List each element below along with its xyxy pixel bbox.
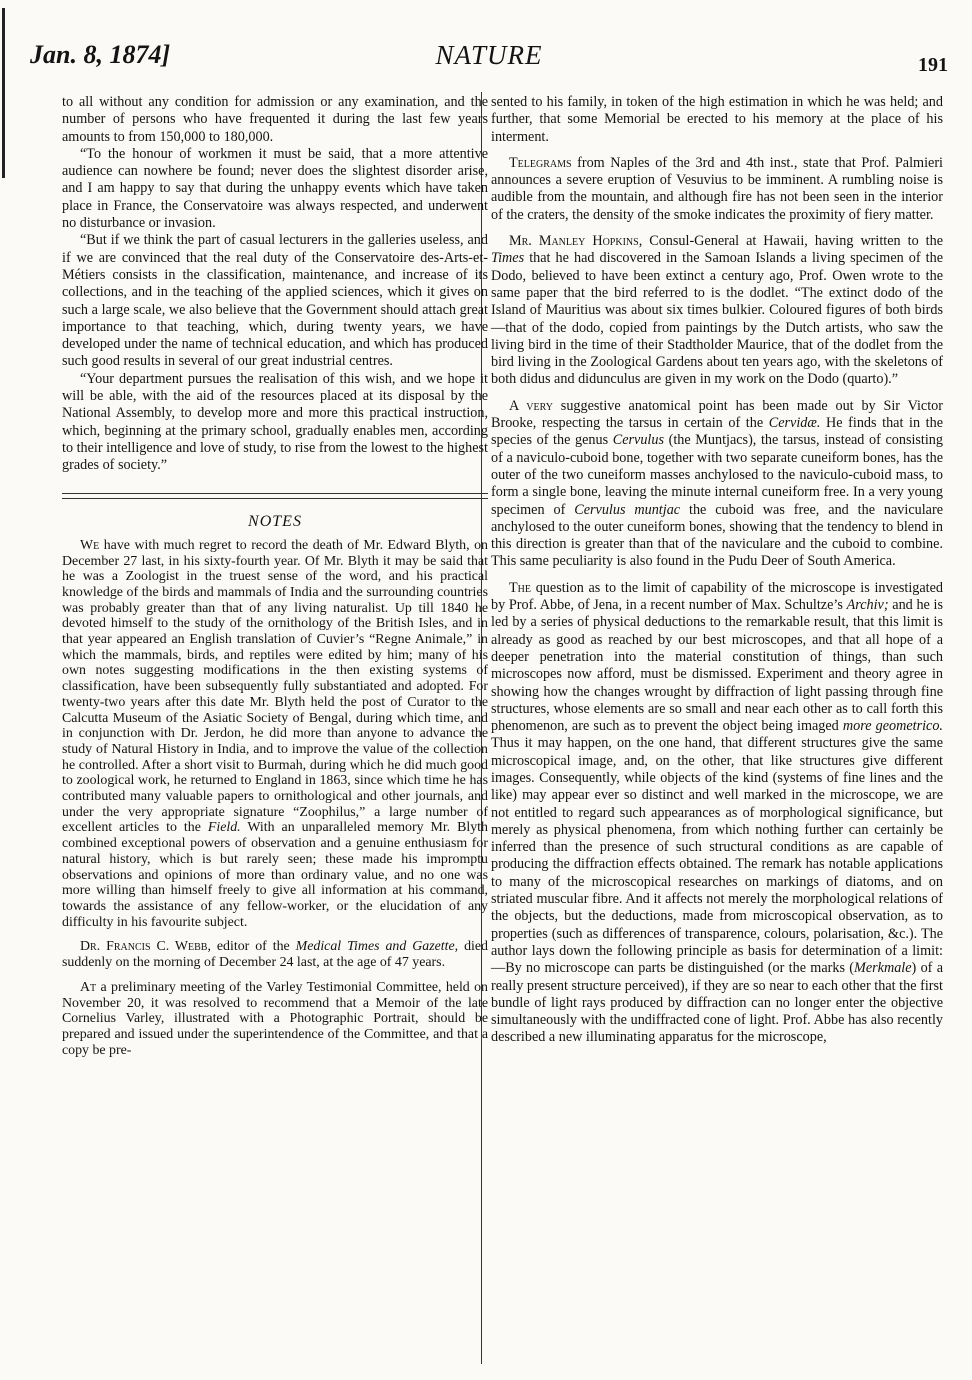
note-lead-word: The xyxy=(509,579,531,596)
note-text: and he is led by a series of physical deductions to the remarkable result, that this limit is already as good as reached by our best microscopes, and that all hope of a deeper penetration into the material constitution of things, than such microscopes now afford, must be dismissed. Experiment and theory agree in showing how the changes wrought by diffraction of light passing through fine structures, whose elements are so small and near each other as to call forth this phenomenon, are such as to prevent the object being imaged xyxy=(491,597,943,735)
page-number: 191 xyxy=(918,54,948,76)
note-text: that he had discovered in the Samoan Islands a living specimen of the Dodo, believed to have been extinct a century ago, Prof. Owen wrote to the same paper that the bird referred to is the dodlet. “The extinct dodo of the Island of Mauritius was about six times bulkier. Coloured figures of both birds—that of the dodo, copied from paintings by the Dutch artists, who saw the living bird in the time of their Stadtholder Maurice, that of the dodlet from the bird living in the Zoological Gardens about ten years ago, with the skeletons of both didus and didunculus are given in my work on the Dodo (quarto).” xyxy=(491,250,943,388)
note-text: have with much regret to record the death of Mr. Edward Blyth, on December 27 last, in his sixty-fourth year. Of Mr. Blyth it may be said that he was a Zoologist in the truest sense of the word, and his practical knowledge of the birds and mammals of India and the surrounding countries was probably greater than that of any living naturalist. Up till 1840 he devoted himself to the study of the ornithology of the British Isles, and in that year appeared an English translation of Cuvier’s “Regne Animale,” in which the mammals, birds, and reptiles were edited by him; many of his own notes suggesting modifications in the then existing systems of classification, have been subsequently fully substantiated and adopted. For twenty-two years after this date Mr. Blyth held the post of Curator to the Calcutta Museum of the Asiatic Society of Bengal, during which time, and in conjunction with Dr. Jerdon, he did more than anyone to advance the study of Natural History in India, and to improve the value of the collection he controlled. After a short visit to Burmah, during which he did much good to zoological work, he returned to England in 1863, since which time he has contributed many valuable papers to ornithological and other journals, and under the very appropriate signature “Zoophilus,” a large number of excellent articles to the xyxy=(62,537,488,836)
note-text: Consul-General at Hawaii, having written to the xyxy=(642,233,943,250)
note-webb xyxy=(62,939,488,970)
notes-heading: NOTES xyxy=(248,512,302,530)
right-column xyxy=(491,94,943,1047)
journal-name: Medical Times and Gazette, xyxy=(295,939,459,955)
letter-paragraph: to all without any condition for admission or any examination, and the number of persons who have frequented it during the last few years amounts to from 150,000 to 180,000. xyxy=(62,94,488,145)
taxon-name: Cervulus muntjac xyxy=(574,501,681,518)
taxon-name: Cervidæ. xyxy=(768,415,821,432)
left-column xyxy=(62,94,488,1058)
note-text: the cuboid was free, and the naviculare anchylosed to the outer cuneiform bones, showing that the tendency to blend in this direction is greater than that of the naviculare and the cuboid to combine. This same peculiarity is also found in the Pudu Deer of South America. xyxy=(491,501,943,570)
note-lead-word: Dr. Francis C. Webb, xyxy=(80,939,211,955)
note-varley-continued: sented to his family, in token of the high estimation in which he was held; and further, that some Memorial be erected to his memory at the place of his interment. xyxy=(491,94,943,145)
issue-date: Jan. 8, 1874] xyxy=(30,40,171,69)
latin-phrase: more geometrico. xyxy=(842,718,943,735)
note-lead-word: A very xyxy=(509,397,553,414)
note-varley xyxy=(62,980,488,1059)
note-lead-word: We xyxy=(80,537,100,553)
journal-name: Archiv; xyxy=(846,597,889,614)
note-text: from Naples of the 3rd and 4th inst., state that Prof. Palmieri announces a severe eruption of Vesuvius to be imminent. A rumbling noise is audible from the mountain, and although fire has not been seen in the interior of the craters, the density of the smoke indicates the proximity of fiery matter. xyxy=(491,154,943,223)
note-lead-word: At xyxy=(80,979,97,995)
note-text: Thus it may happen, on the one hand, that different structures give the same microscopical image, and, on the other, that like structures give different images. Consequently, while objects of the kind (systems of fine lines and the like) may appear ever so distinct and well marked in the microscope, we are not entitled to regard such appearances as of morphological significance, but merely as physical phenomena, from which nothing further can certainly be inferred than the presence of such structural conditions as are capable of producing the diffraction effects obtained. The remark has notable applications to many of the microscopical researches on markings of diatoms, and on striated muscular fibre. And it affects not merely the morphological relations of the objects, but the deductions, made from microscopical observation, as to properties (such as differences of transparence, colours, polarisation, &c.). The author lays down the following principle as basis for determination of a limit:—By no microscope can parts be distinguished (or the marks ( xyxy=(491,735,943,977)
note-abbe xyxy=(491,580,943,1047)
letter-paragraph: “But if we think the part of casual lecturers in the galleries useless, and if we are convinced that the real duty of the Conservatoire des-Arts-et-Métiers consists in the classification, maintenance, and increase of its collections, and in the teaching of the applied sciences, which it gives on such a large scale, we also believe that the Government should attach great importance to that teaching, which, during twenty years, we have developed under the name of technical education, and which has produced such good results in several of our great industrial centres. xyxy=(62,232,488,370)
journal-name: Times xyxy=(491,250,525,267)
note-text: (the Muntjacs), the tarsus, instead of consisting of a naviculo-cuboid bone, together with two separate cuneiform bones, has the outer of the two cuneiform masses anchylosed to the naviculo-cuboid mass, to form a single bone, leaving the minute internal cuneiform free. In a very young specimen of xyxy=(491,432,943,518)
note-text: He finds that in the species of the genus xyxy=(491,415,944,449)
note-brooke xyxy=(491,398,943,571)
note-text: question as to the limit of capability of the microscope is investigated by Prof. Abbe, of Jena, in a recent number of Max. Schultze’s xyxy=(491,579,943,614)
running-header xyxy=(30,38,948,78)
letter-paragraph: “Your department pursues the realisation of this wish, and we hope it will be able, with the aid of the resources placed at its disposal by the National Assembly, to develop more and more this practical instruction, which, beginning at the primary school, gradually enables men, according to their intelligence and love of study, to rise from the lowest to the highest grades of society.” xyxy=(62,370,488,474)
note-lead-word: Mr. Manley Hopkins, xyxy=(509,233,643,250)
note-blyth xyxy=(62,538,488,931)
note-text: suggestive anatomical point has been made out by Sir Victor Brooke, respecting the tarsus in certain of the xyxy=(491,397,943,432)
journal-title: NATURE xyxy=(435,40,543,70)
note-hopkins xyxy=(491,233,943,389)
note-text: a preliminary meeting of the Varley Testimonial Committee, held on November 20, it was resolved to recommend that a Memoir of the late Cornelius Varley, illustrated with a Photographic Portrait, should be prepared and issued under the superintendence of the Committee, and that a copy be pre- xyxy=(62,979,488,1058)
german-term: Merkmale xyxy=(854,960,912,977)
letter-paragraph: “To the honour of workmen it must be said, that a more attentive audience can nowhere be found; never does the slightest disorder arise, and I am happy to say that during the unhappy events which have taken place in France, the Conservatoire was always respected, and underwent no disturbance or invasion. xyxy=(62,145,488,232)
note-lead-word: Telegrams xyxy=(509,154,572,171)
note-telegrams xyxy=(491,155,943,224)
note-text: ) of a really present structure perceived), if they are so near to each other that the first bundle of light rays produced by diffraction can no longer enter the objective simultaneously with the undiffracted cone of light. Prof. Abbe has also recently described a new illuminating apparatus for the microscope, xyxy=(491,960,943,1046)
journal-name: Field. xyxy=(207,820,241,836)
page-edge-mark xyxy=(2,8,5,178)
taxon-name: Cervulus xyxy=(612,432,664,449)
note-text: died suddenly on the morning of December 24 last, at the age of 47 years. xyxy=(62,939,488,971)
note-text: editor of the xyxy=(210,939,296,955)
section-double-rule xyxy=(62,493,488,499)
note-text: With an unparalleled memory Mr. Blyth combined exceptional powers of observation and a genuine enthusiasm for natural history, which is but rarely seen; these made his impromptu observations and opinions of more than ordinary value, and no one was more willing than himself freely to give all information at his command, towards the assistance of any fellow-worker, or the elucidation of any difficulty in his favourite subject. xyxy=(62,820,488,930)
